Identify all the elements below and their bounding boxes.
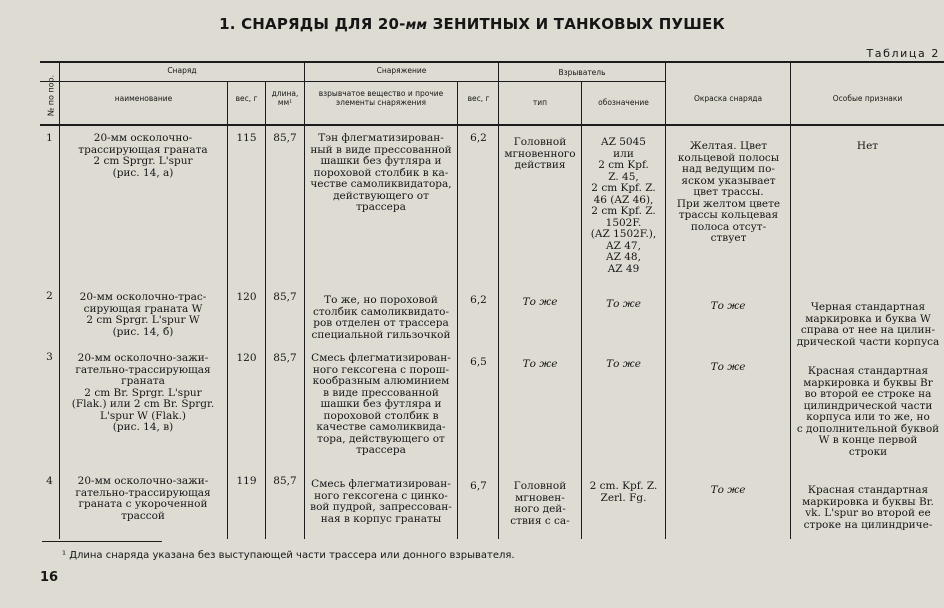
row-4-fuze-type: Головной мгновен- ного дей- ствия с са-	[510, 480, 570, 527]
row-1-fuze-type: Головной мгновенного действия	[504, 136, 576, 171]
row-3-length: 85,7	[273, 352, 297, 364]
row-2-features: Черная стандартная маркировка и буква W справа от нее на цилин- дрической части корпуса	[796, 301, 940, 348]
row-3-explosive: Смесь флегматизирован- ного гексогена с порош- кообразным алюминием в виде прессованной шашки без футляра и пороховой столбик в качестве самоликвида- тора, действующего от трассера	[311, 352, 451, 456]
col-divider	[59, 61, 60, 539]
heading-number: 1.	[219, 15, 236, 33]
row-3-fuze-designation: То же	[606, 358, 641, 370]
row-3-fuze-type: То же	[522, 358, 558, 370]
row-2-length: 85,7	[273, 291, 297, 303]
row-2-weight: 120	[236, 291, 257, 303]
row-1-charge-weight: 6,2	[470, 132, 487, 144]
header-features: Особые признаки	[832, 94, 903, 103]
header-charge-explosive: взрывчатое вещество и прочие элементы снаряжения	[318, 89, 444, 107]
row-2-name: 20-мм осколочно-трас- сирующая граната W 2 cm Sprgr. L'spur W (рис. 14, б)	[79, 291, 207, 338]
row-3-color: То же	[710, 361, 746, 373]
col-divider	[304, 61, 305, 539]
row-1-name: 20-мм осколочно- трассирующая граната 2 cm Sprgr. L'spur (рис. 14, а)	[78, 132, 208, 179]
row-1-explosive: Тэн флегматизирован- ный в виде прессованной шашки без футляра и пороховой столбик в ка- честве самоликвидатора, действующего от трассера	[310, 132, 452, 213]
row-2-color: То же	[710, 300, 746, 312]
header-shell-weight: вес, г	[235, 94, 258, 103]
row-3-name: 20-мм осколочно-зажи- гательно-трассирующая граната 2 cm Br. Sprgr. L'spur (Flak.) или 2 cm Br. Sprgr. L'spur W (Flak.) (рис. 14, в)	[71, 352, 215, 433]
row-3-weight: 120	[236, 352, 257, 364]
footnote: ¹ Длина снаряда указана без выступающей части трассера или донного взрывателя.	[62, 550, 515, 561]
col-divider	[790, 61, 791, 539]
row-4-color: То же	[710, 484, 746, 496]
row-3-charge-weight: 6,5	[470, 356, 487, 368]
header-shell: Снаряд	[167, 66, 197, 75]
row-2-number: 2	[46, 290, 53, 302]
row-4-length: 85,7	[273, 475, 297, 487]
heading-unit: мм	[405, 18, 428, 33]
table-label: Таблица 2	[866, 47, 940, 60]
page-heading	[0, 15, 944, 33]
row-2-fuze-type: То же	[522, 296, 558, 308]
row-4-charge-weight: 6,7	[470, 480, 487, 492]
header-number: № по пор.	[46, 74, 56, 117]
header-charge: Снаряжение	[376, 66, 427, 75]
header-color: Окраска снаряда	[693, 94, 763, 103]
heading-text-end: ЗЕНИТНЫХ И ТАНКОВЫХ ПУШЕК	[427, 15, 725, 33]
row-4-name: 20-мм осколочно-зажи- гательно-трассирующая граната с укороченной трассой	[75, 475, 211, 522]
col-divider	[227, 81, 228, 539]
header-fuze: Взрыватель	[558, 68, 606, 77]
row-4-explosive: Смесь флегматизирован- ного гексогена с цинко- вой пудрой, запрессован- ная в корпус гранаты	[310, 478, 452, 525]
row-4-weight: 119	[236, 475, 257, 487]
col-divider	[665, 61, 666, 539]
col-divider	[457, 81, 458, 539]
page-number: 16	[40, 570, 59, 585]
row-2-fuze-designation: То же	[606, 298, 641, 310]
rule-group-header	[40, 81, 665, 82]
row-2-explosive: То же, но пороховой столбик самоликвидато- ров отделен от трассера специальной гильзочкой	[311, 294, 451, 341]
row-1-features: Нет	[856, 140, 879, 152]
rule-top	[40, 61, 944, 63]
row-1-length: 85,7	[273, 132, 297, 144]
row-1-fuze-designation: AZ 5045 или 2 cm Kpf. Z. 45, 2 cm Kpf. Z. 46 (AZ 46), 2 cm Kpf. Z. 1502F. (AZ 1502F.), AZ 47, AZ 48, AZ 49	[590, 136, 657, 275]
header-fuze-type: тип	[532, 98, 548, 107]
row-4-number: 4	[46, 475, 53, 487]
row-1-color: Желтая. Цвет кольцевой полосы над ведущим по- яском указывает цвет трассы. При желтом цвете трассы кольцевая полоса отсут- ствует	[676, 140, 781, 244]
row-4-fuze-designation: 2 cm. Kpf. Z. Zerl. Fg.	[589, 480, 658, 504]
row-1-weight: 115	[236, 132, 257, 144]
row-1-number: 1	[46, 132, 53, 144]
header-charge-weight: вес, г	[467, 94, 490, 103]
header-shell-length: длина, мм¹	[271, 89, 299, 107]
shells-table	[40, 61, 944, 541]
heading-text-start: СНАРЯДЫ ДЛЯ 20-	[241, 15, 406, 33]
row-3-number: 3	[46, 351, 53, 363]
footnote-divider	[42, 541, 162, 542]
col-divider	[265, 81, 266, 539]
row-3-features: Красная стандартная маркировка и буквы Br во второй ее строке на цилиндрической части корпуса или то же, но с дополнительной буквой W в конце первой строки	[796, 365, 940, 458]
header-fuze-designation: обозначение	[598, 98, 649, 107]
row-4-features: Красная стандартная маркировка и буквы Br. vk. L'spur во второй ее строке на цилиндриче-	[802, 484, 934, 531]
row-2-charge-weight: 6,2	[470, 294, 487, 306]
header-shell-name: наименование	[114, 94, 173, 103]
rule-header-bottom	[40, 124, 944, 126]
